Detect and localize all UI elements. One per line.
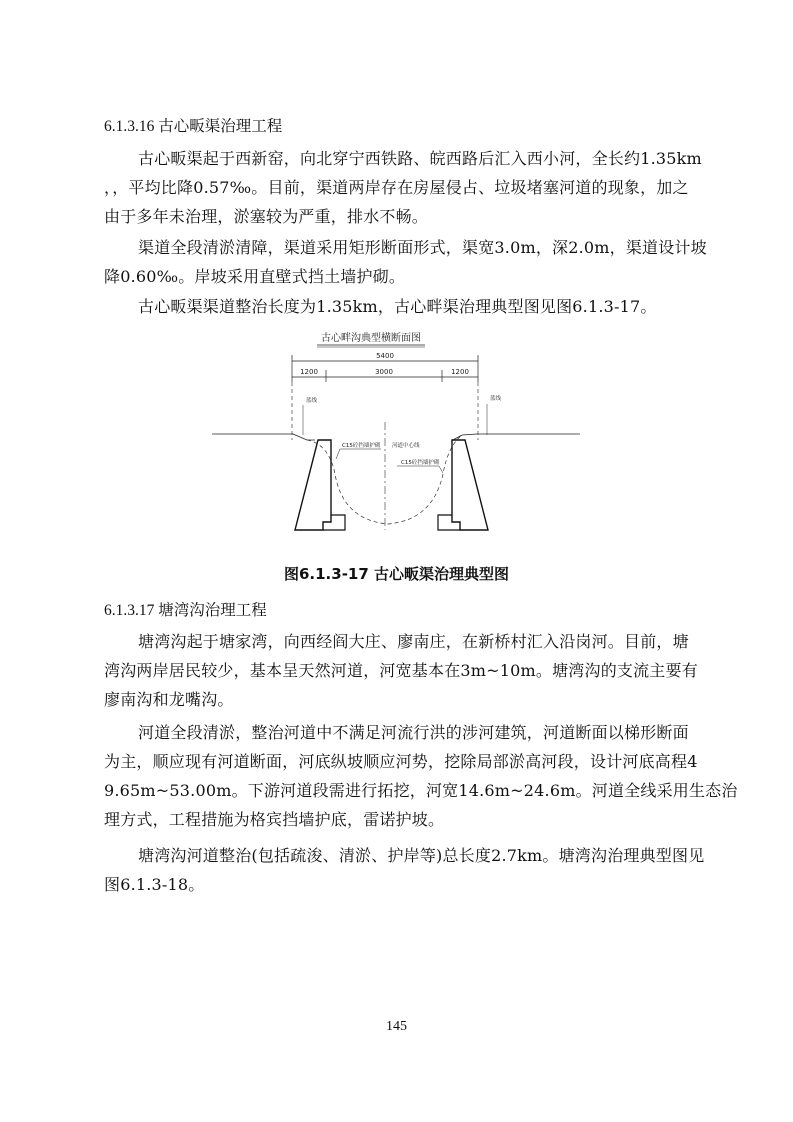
leader-line	[336, 449, 340, 459]
paragraph-line: 古心畈渠起于西新窑，向北穿宁西铁路、皖西路后汇入西小河，全长约1.35km	[138, 149, 702, 168]
paragraph-line: 塘湾沟河道整治(包括疏浚、清淤、护岸等)总长度2.7km。塘湾沟治理典型图见	[138, 846, 705, 865]
drawing-title: 古心畔沟典型横断面图	[321, 333, 421, 344]
page-number: 145	[386, 1019, 407, 1034]
dimension-right-label: 1200	[451, 368, 469, 376]
paragraph-line: 河道全段清淤，整治河道中不满足河流行洪的涉河建筑，河道断面以梯形断面	[138, 723, 689, 742]
paragraph-twg-length	[104, 841, 705, 899]
paragraph-line: 图6.1.3-18。	[104, 875, 205, 894]
retaining-wall-right	[452, 440, 488, 530]
paragraph-line: 9.65m~53.00m。下游河道段需进行拓挖，河宽14.6m~24.6m。河道全线采用生态治	[104, 781, 738, 800]
boundary-label-right: 蓝线	[490, 396, 502, 402]
paragraph-line: 由于多年未治理，淤塞较为严重，排水不畅。	[104, 207, 429, 226]
ground-line-right	[453, 434, 580, 440]
paragraph-line: 古心畈渠渠道整治长度为1.35km，古心畔渠治理典型图见图6.1.3-17。	[138, 297, 657, 316]
paragraph-line: 塘湾沟起于塘家湾，向西经阎大庄、廖南庄，在新桥村汇入沿岗河。目前，塘	[138, 632, 689, 651]
paragraph-gxf-measures	[104, 233, 707, 291]
paragraph-gxf-length	[104, 292, 690, 321]
boundary-label-left: 蓝线	[306, 398, 318, 404]
paragraph-twg-measures	[104, 718, 738, 834]
dimension-left-label: 1200	[300, 368, 318, 376]
leader-line	[439, 466, 443, 473]
dimension-mid-label: 3000	[375, 368, 393, 376]
centerline-label: 河道中心线	[392, 443, 420, 449]
paragraph-line: 湾沟两岸居民较少，基本呈天然河道，河宽基本在3m~10m。塘湾沟的支流主要有	[104, 661, 698, 680]
paragraph-line: 为主，顺应现有河道断面，河底纵坡顺应河势，挖除局部淤高河段，设计河底高程4	[104, 752, 698, 771]
section-heading-6-1-3-16: 6.1.3.16 古心畈渠治理工程	[104, 118, 283, 135]
paragraph-twg-overview	[104, 627, 698, 714]
paragraph-line: ，，平均比降0.57‰。目前，渠道两岸存在房屋侵占、垃圾堵塞河道的现象，加之	[104, 178, 689, 197]
figure-caption: 图6.1.3-17 古心畈渠治理典型图	[283, 565, 510, 583]
section-heading-6-1-3-17: 6.1.3.17 塘湾沟治理工程	[104, 602, 267, 619]
paragraph-gxf-overview	[104, 144, 702, 231]
wall-label-right: C15砼挡墙护砌	[401, 460, 440, 466]
retaining-wall-left	[295, 440, 331, 530]
cross-section-drawing	[205, 322, 590, 547]
wall-label-left: C15砼挡墙护砌	[342, 443, 381, 449]
paragraph-line: 理方式，工程措施为格宾挡墙护底，雷诺护坡。	[104, 810, 445, 829]
paragraph-line: 渠道全段清淤清障，渠道采用矩形断面形式，渠宽3.0m，深2.0m，渠道设计坡	[138, 238, 707, 257]
paragraph-line: 降0.60‰。岸坡采用直壁式挡土墙护砌。	[104, 267, 406, 286]
paragraph-line: 廖南沟和龙嘴沟。	[104, 690, 234, 709]
ground-line-left	[212, 434, 315, 440]
dimension-total-label: 5400	[376, 352, 394, 360]
